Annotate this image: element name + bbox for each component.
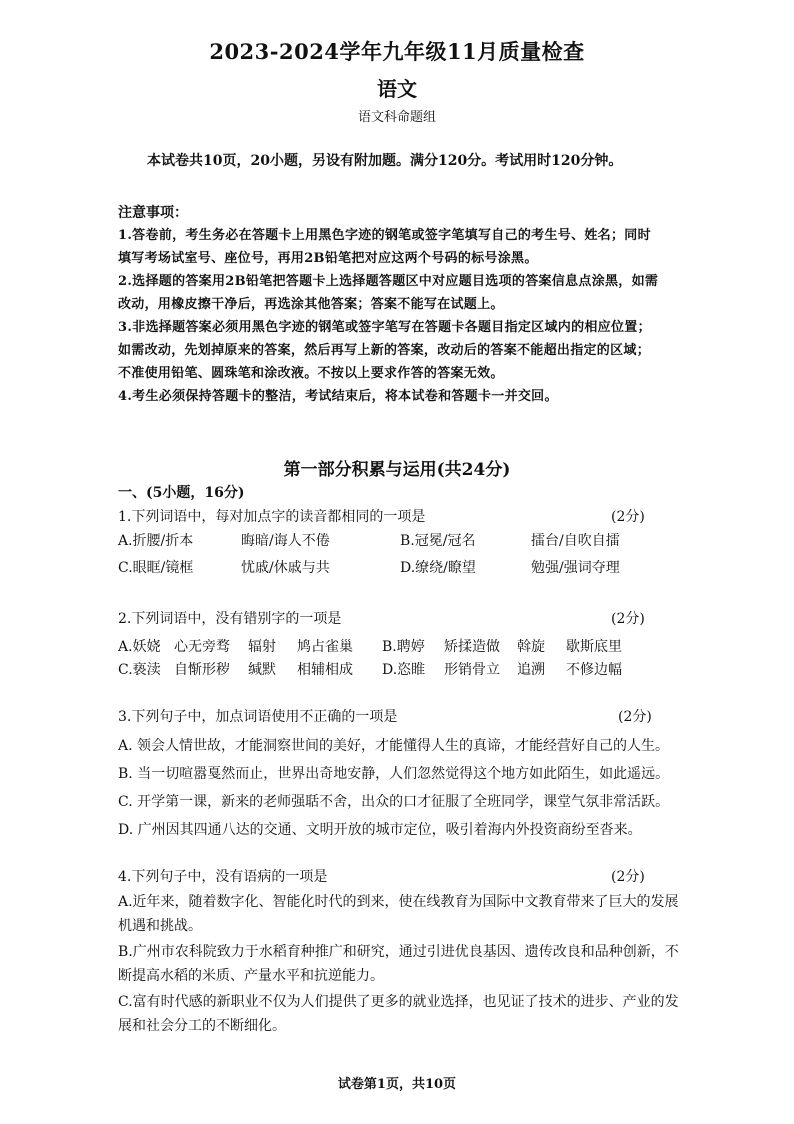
q2-word: 追溯 bbox=[517, 662, 545, 678]
q4-option-b: B.广州市农科院致力于水稻育种推广和研究，通过引进优良基因、遗传改良和品种创新，不断提高水稻的米质、产量水平和抗逆能力。 bbox=[118, 944, 679, 984]
q2-word: 心无旁骛 bbox=[174, 639, 230, 655]
notice-line: 2.选择题的答案用2B铅笔把答题卡上选择题答题区中对应题目选项的答案信息点涂黑，如需 bbox=[118, 274, 659, 289]
q2-word: C.亵渎 bbox=[118, 662, 161, 678]
q2-word: A.妖娆 bbox=[118, 639, 161, 655]
notice-line: 改动，用橡皮擦干净后，再选涂其他答案；答案不能写在试题上。 bbox=[118, 297, 504, 312]
notice-line: 如需改动，先划掉原来的答案，然后再写上新的答案，改动后的答案不能超出指定的区域； bbox=[118, 343, 651, 358]
notice-line: 不准使用铅笔、圆珠笔和涂改液。不按以上要求作答的答案无效。 bbox=[118, 366, 504, 381]
question-3-score: (2分) bbox=[618, 709, 652, 725]
q1-option-a: A.折腰/折本 bbox=[118, 533, 194, 549]
q2-word: 斡旋 bbox=[517, 639, 545, 655]
notice-line: 3.非选择题答案必须用黑色字迹的钢笔或签字笔写在答题卡各题目指定区域内的相应位置； bbox=[118, 320, 651, 335]
question-3-stem: 3.下列句子中，加点词语使用不正确的一项是 bbox=[118, 709, 398, 725]
q1-option-b: B.冠冕/冠名 bbox=[400, 533, 476, 549]
notice-heading: 注意事项： bbox=[118, 205, 188, 221]
page-footer: 试卷第1页，共10页 bbox=[337, 1077, 457, 1092]
author-group: 语文科命题组 bbox=[357, 110, 436, 125]
question-2-score: (2分) bbox=[611, 611, 645, 627]
q3-option-a: A. 领会人情世故，才能洞察世间的美好，才能懂得人生的真谛，才能经营好自己的人生。 bbox=[118, 738, 670, 754]
q2-word: 鸠占雀巢 bbox=[297, 639, 353, 655]
notice-line: 填写考场试室号、座位号，再用2B铅笔把对应这两个号码的标号涂黑。 bbox=[118, 251, 538, 266]
exam-title: 2023-2024学年九年级11月质量检查 bbox=[209, 39, 585, 64]
question-2-stem: 2.下列词语中，没有错别字的一项是 bbox=[118, 611, 342, 627]
subject-title: 语文 bbox=[377, 77, 417, 101]
q2-word: 辐射 bbox=[248, 639, 276, 655]
q2-word: 自惭形秽 bbox=[174, 662, 230, 678]
q1-option-c: C.眼眶/镜框 bbox=[118, 560, 194, 576]
q3-option-b: B. 当一切喧嚣戛然而止，世界出奇地安静，人们忽然觉得这个地方如此陌生，如此遥远。 bbox=[118, 766, 670, 782]
q2-word: D.恣睢 bbox=[382, 662, 426, 678]
q1-option-d-pair: 勉强/强词夺理 bbox=[531, 560, 620, 576]
q3-option-d: D. 广州因其四通八达的交通、文明开放的城市定位，吸引着海内外投资商纷至沓来。 bbox=[118, 822, 642, 838]
q2-word: 不修边幅 bbox=[566, 662, 622, 678]
notice-line: 4.考生必须保持答题卡的整洁，考试结束后，将本试卷和答题卡一并交回。 bbox=[118, 389, 558, 404]
question-4-score: (2分) bbox=[611, 869, 645, 885]
q2-word: 形销骨立 bbox=[444, 662, 500, 678]
q2-word: B.聘婷 bbox=[382, 639, 425, 655]
q2-word: 歇斯底里 bbox=[566, 639, 622, 655]
q1-option-b-pair: 擂台/自吹自擂 bbox=[531, 533, 620, 549]
notice-line: 1.答卷前，考生务必在答题卡上用黑色字迹的钢笔或签字笔填写自己的考生号、姓名；同时 bbox=[118, 228, 651, 243]
q4-option-a: A.近年来，随着数字化、智能化时代的到来，使在线教育为国际中文教育带来了巨大的发展机遇和挑战。 bbox=[118, 894, 679, 934]
q2-word: 缄默 bbox=[248, 662, 276, 678]
question-1-stem: 1.下列词语中，每对加点字的读音都相同的一项是 bbox=[118, 509, 426, 525]
q2-word: 相辅相成 bbox=[297, 662, 353, 678]
q1-option-a-pair: 晦暗/诲人不倦 bbox=[241, 533, 330, 549]
q1-option-d: D.缭绕/瞭望 bbox=[400, 560, 476, 576]
section-heading: 一、(5小题，16分) bbox=[118, 485, 245, 501]
q4-option-c: C.富有时代感的新职业不仅为人们提供了更多的就业选择，也见证了技术的进步、产业的发展和社会分工的不断细化。 bbox=[118, 994, 679, 1034]
q3-option-c: C. 开学第一课，新来的老师强聒不舍，出众的口才征服了全班同学，课堂气氛非常活跃。 bbox=[118, 794, 670, 810]
q2-word: 矫揉造做 bbox=[444, 639, 500, 655]
part-one-title: 第一部分积累与运用(共24分) bbox=[283, 460, 511, 480]
q1-option-c-pair: 忧戚/休戚与共 bbox=[241, 560, 330, 576]
question-4-stem: 4.下列句子中，没有语病的一项是 bbox=[118, 869, 328, 885]
exam-intro: 本试卷共10页，20小题，另设有附加题。满分120分。考试用时120分钟。 bbox=[147, 153, 623, 169]
question-1-score: (2分) bbox=[611, 509, 645, 525]
